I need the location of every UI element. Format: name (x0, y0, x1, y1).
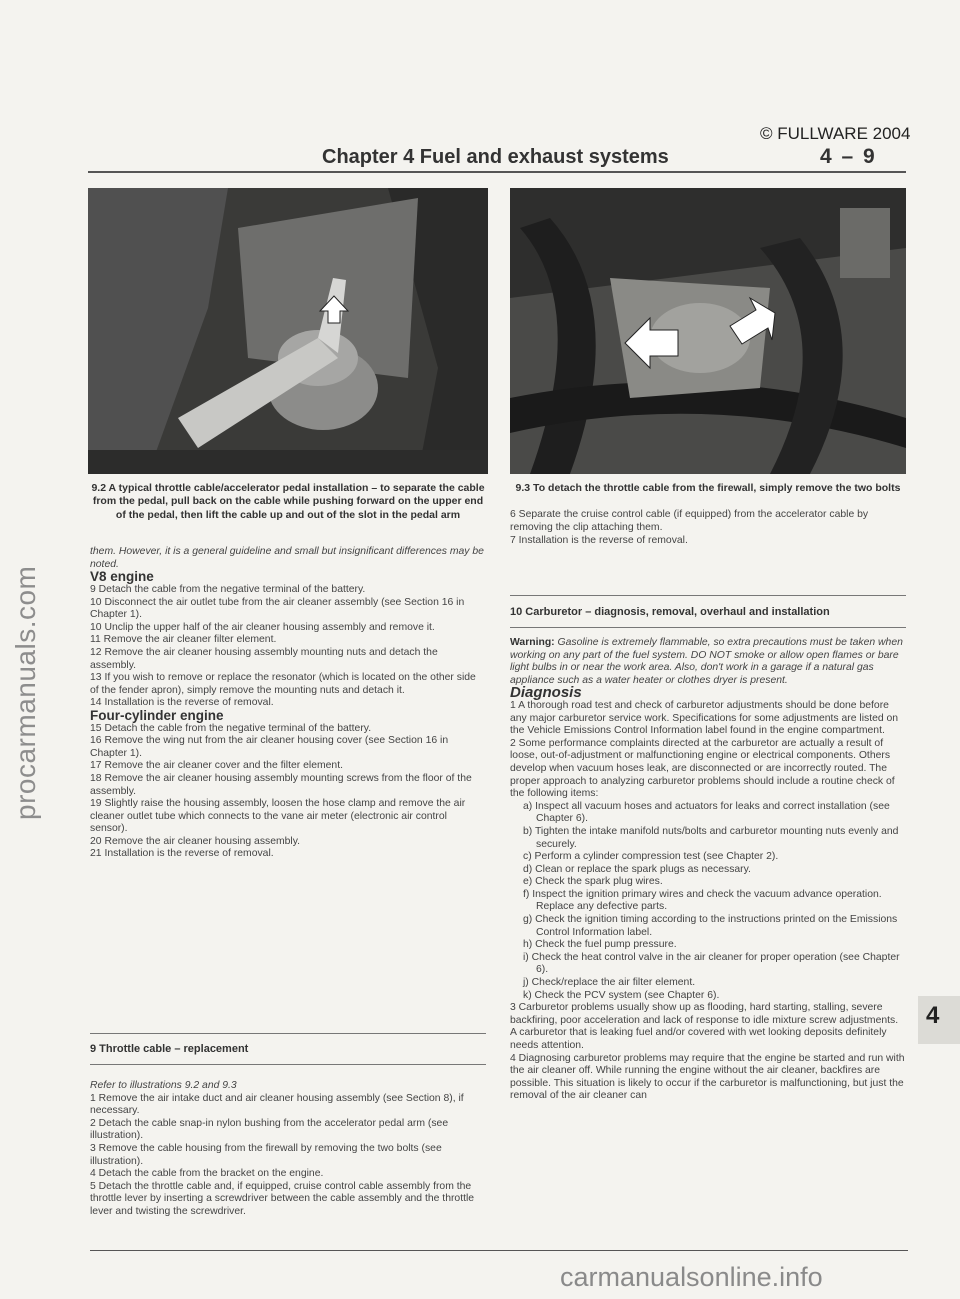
paragraph: 9 Detach the cable from the negative terminal of the battery. (90, 584, 366, 595)
paragraph: 16 Remove the wing nut from the air cleaner housing cover (see Section 16 in Chapter 1). (90, 735, 449, 759)
paragraph: 3 Remove the cable housing from the firewall by removing the two bolts (see illustration). (90, 1142, 442, 1167)
section-10-rule-top (510, 595, 906, 596)
checklist-item: h) Check the fuel pump pressure. (523, 939, 677, 951)
checklist-item: i) Check the heat control valve in the air cleaner for proper operation (see Chapter 6). (523, 951, 900, 976)
right-column-body (510, 637, 906, 1103)
paragraph: 1 Remove the air intake duct and air cleaner housing assembly (see Section 8), if necessary. (90, 1092, 464, 1117)
chapter-title: Chapter 4 Fuel and exhaust systems (322, 146, 669, 168)
v8-engine-heading: V8 engine (90, 569, 154, 585)
checklist-item: g) Check the ignition timing according to the instructions printed on the Emissions Control Information label. (523, 914, 898, 938)
left-column (90, 482, 486, 861)
paragraph: 21 Installation is the reverse of removal. (90, 848, 274, 860)
checklist-item: e) Check the spark plug wires. (523, 876, 663, 888)
paragraph: 14 Installation is the reverse of removal. (90, 697, 274, 709)
paragraph: 6 Separate the cruise control cable (if equipped) from the accelerator cable by removing the clip attaching them. (510, 509, 869, 533)
paragraph: 10 Disconnect the air outlet tube from the air cleaner assembly (see Section 16 in Chapter 1). (90, 596, 465, 621)
bottom-watermark: carmanualsonline.info (560, 1262, 823, 1292)
throttle-pedal-photo (88, 188, 488, 474)
checklist-item: d) Clean or replace the spark plugs as necessary. (523, 863, 751, 875)
checklist-item: k) Check the PCV system (see Chapter 6). (523, 989, 720, 1001)
paragraph: 2 Detach the cable snap-in nylon bushing from the accelerator pedal arm (see illustration). (90, 1117, 449, 1142)
section-9-rule-top (90, 1033, 486, 1034)
side-watermark: procarmanuals.com (10, 565, 41, 820)
paragraph: 11 Remove the air cleaner filter element. (90, 634, 277, 646)
paragraph: 2 Some performance complaints directed at the carburetor are actually a result of loose, out-of-adjustment or malfunctioning engine or electrical components. Others develop when vacuum hoses leak, are disconnected or are incorrectly routed. The proper approach to analyzing carburetor problems should include a routine check of the following items: (510, 737, 895, 800)
section-9-body (90, 1080, 486, 1219)
four-cylinder-heading: Four-cylinder engine (90, 707, 224, 723)
checklist-item: a) Inspect all vacuum hoses and actuators for leaks and correct installation (see Chapter 6). (523, 800, 890, 825)
right-column-top (510, 482, 906, 547)
paragraph: 3 Carburetor problems usually show up as flooding, hard starting, stalling, severe backfiring, poor acceleration and lack of response to idle mixture screw adjustments. A carburetor that is leaking fuel and/or covered with wet looking deposits definitely needs attention. (510, 1002, 899, 1051)
paragraph: 19 Slightly raise the housing assembly, loosen the hose clamp and remove the air cleaner outlet tube which connects to the vane air meter (electronic air control sensor). (90, 798, 466, 835)
section-10-rule-bottom (510, 627, 906, 628)
illustration-reference: Refer to illustrations 9.2 and 9.3 (90, 1080, 237, 1091)
paragraph: 13 If you wish to remove or replace the resonator (which is located on the other side of the fender apron), simply remove the mounting nuts and detach it. (90, 672, 476, 696)
paragraph: 4 Detach the cable from the bracket on the engine. (90, 1168, 324, 1180)
paragraph: 20 Remove the air cleaner housing assembly. (90, 835, 301, 847)
firewall-bolts-photo (510, 188, 906, 474)
paragraph: 4 Diagnosing carburetor problems may require that the engine be started and run with the air cleaner off. While running the engine without the air cleaner, backfires are possible. This situation is likely to occur if the carburetor is malfunctioning, but just the removal of the air cleaner can (510, 1052, 905, 1102)
checklist-item: f) Inspect the ignition primary wires and check the vacuum advance operation. Replace any defective parts. (523, 888, 882, 913)
header-rule (88, 171, 906, 173)
paragraph: 1 A thorough road test and check of carburetor adjustments should be done before any major carburetor service work. Specifications for some adjustments are listed on the Vehicle Emissions Control Information label found in the engine compartment. (510, 699, 899, 737)
paragraph: 18 Remove the air cleaner housing assembly mounting screws from the floor of the assembly. (90, 772, 472, 797)
chapter-tab (918, 996, 960, 1044)
figure-9-2-photo (88, 188, 488, 474)
section-9-rule-bottom (90, 1064, 486, 1065)
chapter-tab-number: 4 (926, 1002, 940, 1029)
paragraph: 12 Remove the air cleaner housing assembly mounting nuts and detach the assembly. (90, 646, 438, 671)
checklist-item: c) Perform a cylinder compression test (see Chapter 2). (523, 851, 779, 863)
section-10-title: 10 Carburetor – diagnosis, removal, overhaul and installation (510, 606, 830, 618)
figure-9-3-photo (510, 188, 906, 474)
figure-9-2-caption: 9.2 A typical throttle cable/accelerator pedal installation – to separate the cable from the pedal, pull back on the cable while pushing forward on the upper end of the pedal, then lift the cable up and out of the slot in the pedal arm (91, 482, 485, 521)
paragraph: 5 Detach the throttle cable and, if equipped, cruise control cable assembly from the throttle lever by inserting a screwdriver between the cable assembly and the throttle lever and twisting the screwdriver. (90, 1180, 475, 1217)
paragraph: 7 Installation is the reverse of removal. (510, 534, 688, 546)
diagnosis-heading: Diagnosis (510, 684, 582, 702)
page-number: 4 – 9 (820, 145, 877, 168)
copyright-notice: © FULLWARE 2004 (760, 124, 911, 143)
warning-text: Gasoline is extremely flammable, so extra precautions must be taken when working on any part of the fuel system. DO NOT smoke or allow open flames or bare light bulbs in or near the work area. Also, don't work in a garage if a natural gas appliance such as a water heater or clothes dryer is present. (510, 637, 903, 686)
footer-rule (90, 1250, 908, 1251)
checklist-item: j) Check/replace the air filter element. (523, 977, 696, 989)
paragraph: 10 Unclip the upper half of the air cleaner housing assembly and remove it. (90, 621, 435, 633)
warning-note (510, 637, 906, 687)
warning-label: Warning: (510, 637, 555, 648)
paragraph: 17 Remove the air cleaner cover and the filter element. (90, 760, 343, 772)
figure-9-3-caption: 9.3 To detach the throttle cable from the firewall, simply remove the two bolts (515, 482, 901, 494)
checklist-item: b) Tighten the intake manifold nuts/bolts and carburetor mounting nuts evenly and securely. (523, 825, 899, 850)
paragraph: 15 Detach the cable from the negative terminal of the battery. (90, 722, 372, 734)
section-9-title: 9 Throttle cable – replacement (90, 1043, 249, 1055)
intro-text: them. However, it is a general guideline and small but insignificant differences may be noted. (90, 546, 484, 570)
